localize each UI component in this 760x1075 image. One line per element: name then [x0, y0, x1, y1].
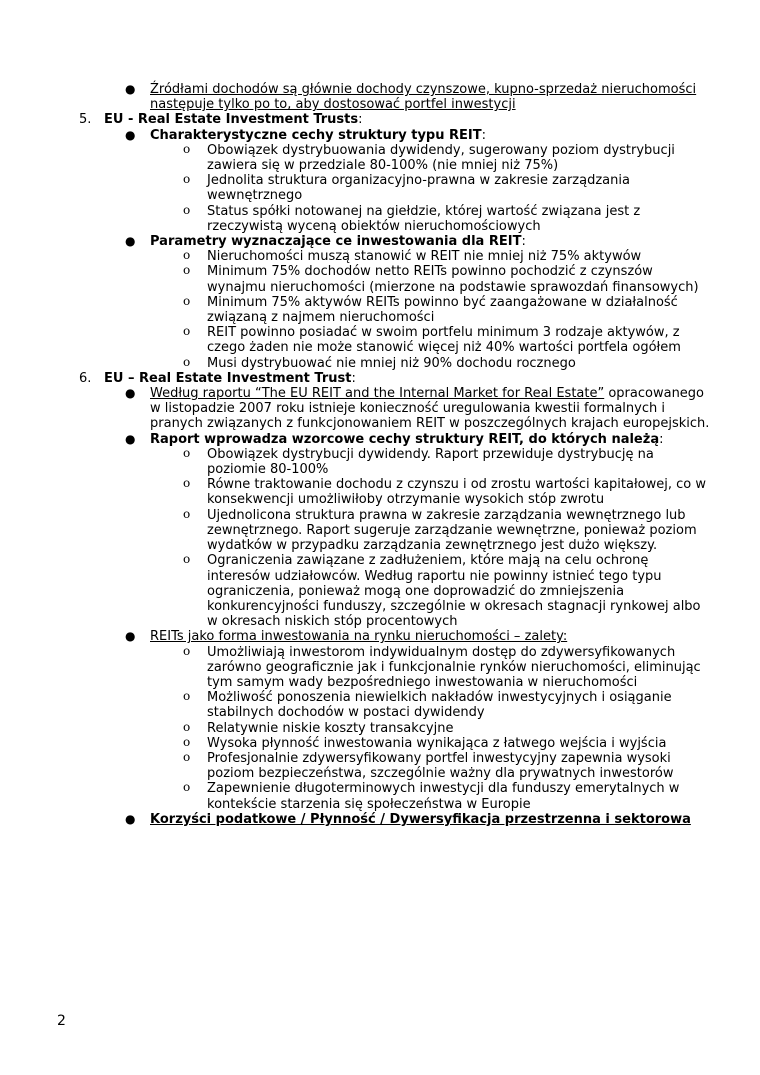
text-line	[0, 569, 760, 584]
text-line	[0, 629, 760, 644]
text-line	[0, 675, 760, 690]
line-text: interesów udziałowców. Według raportu nie powinny istnieć tego typu	[207, 568, 662, 584]
bullet-icon: ●	[125, 127, 136, 142]
line-text: Obowiązek dystrybuowania dywidendy, sugerowany poziom dystrybucji	[207, 142, 675, 158]
line-text: konsekwencji umożliwiłoby otrzymanie wysokich stóp zwrotu	[207, 492, 605, 508]
line-text: Parametry wyznaczające ce inwestowania dla REIT	[150, 234, 522, 250]
text-line	[0, 614, 760, 629]
text-line	[0, 173, 760, 188]
line-text: Korzyści podatkowe / Płynność / Dywersyfikacja przestrzenna i sektorowa	[150, 811, 691, 827]
bullet-icon: ●	[125, 629, 136, 644]
bullet-icon: ●	[125, 386, 136, 401]
line-text: EU – Real Estate Investment Trust	[104, 370, 352, 386]
line-text: Musi dystrybuować nie mniej niż 90% dochodu rocznego	[207, 355, 576, 371]
text-line	[0, 158, 760, 173]
line-text: ograniczenia, ponieważ mogą one doprowadzić do zmniejszenia	[207, 583, 625, 599]
text-line	[0, 204, 760, 219]
bullet-icon: ●	[125, 234, 136, 249]
line-text: Równe traktowanie dochodu z czynszu i od zrostu wartości kapitałowej, co w	[207, 477, 707, 493]
text-line	[0, 264, 760, 279]
line-text: REIT powinno posiadać w swoim portfelu minimum 3 rodzaje aktywów, z	[207, 325, 680, 341]
text-line	[0, 751, 760, 766]
text-line	[0, 386, 760, 401]
line-text: konkurencyjności funduszy, szczególnie w okresach stagnacji rynkowej albo	[207, 598, 701, 614]
line-text: Według raportu “The EU REIT and the Internal Market for Real Estate”	[150, 386, 605, 402]
line-text: Zapewnienie długoterminowych inwestycji dla funduszy emerytalnych w	[207, 781, 680, 797]
sub-bullet-icon: o	[183, 324, 191, 339]
text-line	[0, 736, 760, 751]
text-line	[0, 416, 760, 431]
sub-bullet-icon: o	[183, 689, 191, 704]
line-text: REITs jako forma inwestowania na rynku nieruchomości – zalety:	[150, 629, 568, 645]
line-text: pranych związanych z funkcjonowaniem REIT w poszczególnych krajach europejskich.	[150, 416, 710, 432]
line-text: Relatywnie niskie koszty transakcyjne	[207, 720, 454, 736]
sub-bullet-icon: o	[183, 506, 191, 521]
line-text: Obowiązek dystrybucji dywidendy. Raport przewiduje dystrybucję na	[207, 446, 654, 462]
line-suffix: :	[358, 112, 363, 128]
line-text: tym samym wady bezpośredniego inwestowania w nieruchomości	[207, 674, 638, 690]
text-line	[0, 112, 760, 127]
sub-bullet-icon: o	[183, 445, 191, 460]
bullet-icon: ●	[125, 431, 136, 446]
text-line	[0, 766, 760, 781]
sub-bullet-icon: o	[183, 552, 191, 567]
line-text: rzeczywistą wyceną obiektów nieruchomościowych	[207, 218, 541, 234]
line-text: wynajmu nieruchomości (mierzone na podstawie sprawozdań finansowych)	[207, 279, 699, 295]
text-line	[0, 325, 760, 340]
text-line	[0, 538, 760, 553]
line-text: Możliwość ponoszenia niewielkich nakładów inwestycyjnych i osiąganie	[207, 690, 672, 706]
line-text: poziom bezpieczeństwa, szczególnie ważny dla prywatnych inwestorów	[207, 766, 674, 782]
document-body	[0, 82, 760, 827]
text-line	[0, 234, 760, 249]
text-line	[0, 721, 760, 736]
text-line	[0, 188, 760, 203]
line-text: Raport wprowadza wzorcowe cechy struktury REIT, do których należą	[150, 431, 660, 447]
text-line	[0, 599, 760, 614]
line-text: związaną z najmem nieruchomości	[207, 310, 435, 326]
text-line	[0, 584, 760, 599]
line-text: stabilnych dochodów w postaci dywidendy	[207, 705, 485, 721]
line-suffix: :	[521, 234, 526, 250]
line-text: wydatków w przypadku zarządzania zewnętrznego jest dużo większy.	[207, 538, 658, 554]
text-line	[0, 781, 760, 796]
line-text: EU - Real Estate Investment Trusts	[104, 112, 359, 128]
sub-bullet-icon: o	[183, 202, 191, 217]
text-line	[0, 401, 760, 416]
text-line	[0, 356, 760, 371]
text-line	[0, 705, 760, 720]
text-line	[0, 310, 760, 325]
line-suffix: :	[351, 370, 356, 386]
text-line	[0, 249, 760, 264]
line-suffix: :	[659, 431, 664, 447]
line-suffix: opracowanego	[604, 386, 705, 402]
line-text: Nieruchomości muszą stanowić w REIT nie mniej niż 75% aktywów	[207, 249, 642, 265]
list-number: 5.	[79, 112, 92, 128]
sub-bullet-icon: o	[183, 293, 191, 308]
text-line	[0, 432, 760, 447]
text-line	[0, 553, 760, 568]
line-text: wewnętrznego	[207, 188, 303, 204]
line-text: w listopadzie 2007 roku istnieje konieczność uregulowania kwestii formalnych i	[150, 401, 665, 417]
sub-bullet-icon: o	[183, 354, 191, 369]
text-line	[0, 645, 760, 660]
line-text: zawiera się w przedziale 80-100% (nie mniej niż 75%)	[207, 158, 559, 174]
sub-bullet-icon: o	[183, 476, 191, 491]
sub-bullet-icon: o	[183, 719, 191, 734]
sub-bullet-icon: o	[183, 263, 191, 278]
text-line	[0, 477, 760, 492]
text-line	[0, 447, 760, 462]
line-text: następuje tylko po to, aby dostosować portfel inwestycji	[150, 97, 516, 113]
line-text: Minimum 75% dochodów netto REITs powinno pochodzić z czynszów	[207, 264, 653, 280]
list-number: 6.	[79, 370, 92, 386]
line-text: Ujednolicona struktura prawna w zakresie zarządzania wewnętrznego lub	[207, 507, 686, 523]
text-line	[0, 295, 760, 310]
line-text: zarówno geograficznie jak i funkcjonalnie rynków nieruchomości, eliminując	[207, 659, 701, 675]
text-line	[0, 280, 760, 295]
text-line	[0, 219, 760, 234]
bullet-icon: ●	[125, 811, 136, 826]
text-line	[0, 340, 760, 355]
line-text: Ograniczenia zawiązane z zadłużeniem, które mają na celu ochronę	[207, 553, 649, 569]
line-text: Jednolita struktura organizacyjno-prawna w zakresie zarządzania	[207, 173, 630, 189]
sub-bullet-icon: o	[183, 172, 191, 187]
sub-bullet-icon: o	[183, 141, 191, 156]
line-text: Minimum 75% aktywów REITs powinno być zaangażowane w działalność	[207, 294, 678, 310]
line-suffix: :	[481, 127, 486, 143]
text-line	[0, 82, 760, 97]
text-line	[0, 523, 760, 538]
line-text: w okresach niskich stóp procentowych	[207, 614, 458, 630]
sub-bullet-icon: o	[183, 643, 191, 658]
text-line	[0, 812, 760, 827]
text-line	[0, 462, 760, 477]
page-number: 2	[57, 1013, 66, 1029]
line-text: Charakterystyczne cechy struktury typu REIT	[150, 127, 482, 143]
sub-bullet-icon: o	[183, 780, 191, 795]
text-line	[0, 660, 760, 675]
sub-bullet-icon: o	[183, 734, 191, 749]
line-text: Profesjonalnie zdywersyfikowany portfel inwestycyjny zapewnia wysoki	[207, 750, 671, 766]
text-line	[0, 508, 760, 523]
line-text: kontekście starzenia się społeczeństwa w Europie	[207, 796, 531, 812]
text-line	[0, 143, 760, 158]
bullet-icon: ●	[125, 82, 136, 96]
text-line	[0, 797, 760, 812]
text-line	[0, 128, 760, 143]
text-line	[0, 97, 760, 112]
line-text: Umożliwiają inwestorom indywidualnym dostęp do zdywersyfikowanych	[207, 644, 676, 660]
text-line	[0, 492, 760, 507]
line-text: zewnętrznego. Raport sugeruje zarządzanie wewnętrzne, ponieważ poziom	[207, 522, 697, 538]
line-text: Źródłami dochodów są głównie dochody czynszowe, kupno-sprzedaż nieruchomości	[150, 82, 697, 97]
text-line	[0, 371, 760, 386]
line-text: Status spółki notowanej na giełdzie, której wartość związana jest z	[207, 203, 641, 219]
line-text: Wysoka płynność inwestowania wynikająca z łatwego wejścia i wyjścia	[207, 735, 667, 751]
text-line	[0, 690, 760, 705]
sub-bullet-icon: o	[183, 749, 191, 764]
line-text: czego żaden nie może stanowić więcej niż 40% wartości portfela ogółem	[207, 340, 681, 356]
line-text: poziomie 80-100%	[207, 462, 329, 478]
sub-bullet-icon: o	[183, 248, 191, 263]
